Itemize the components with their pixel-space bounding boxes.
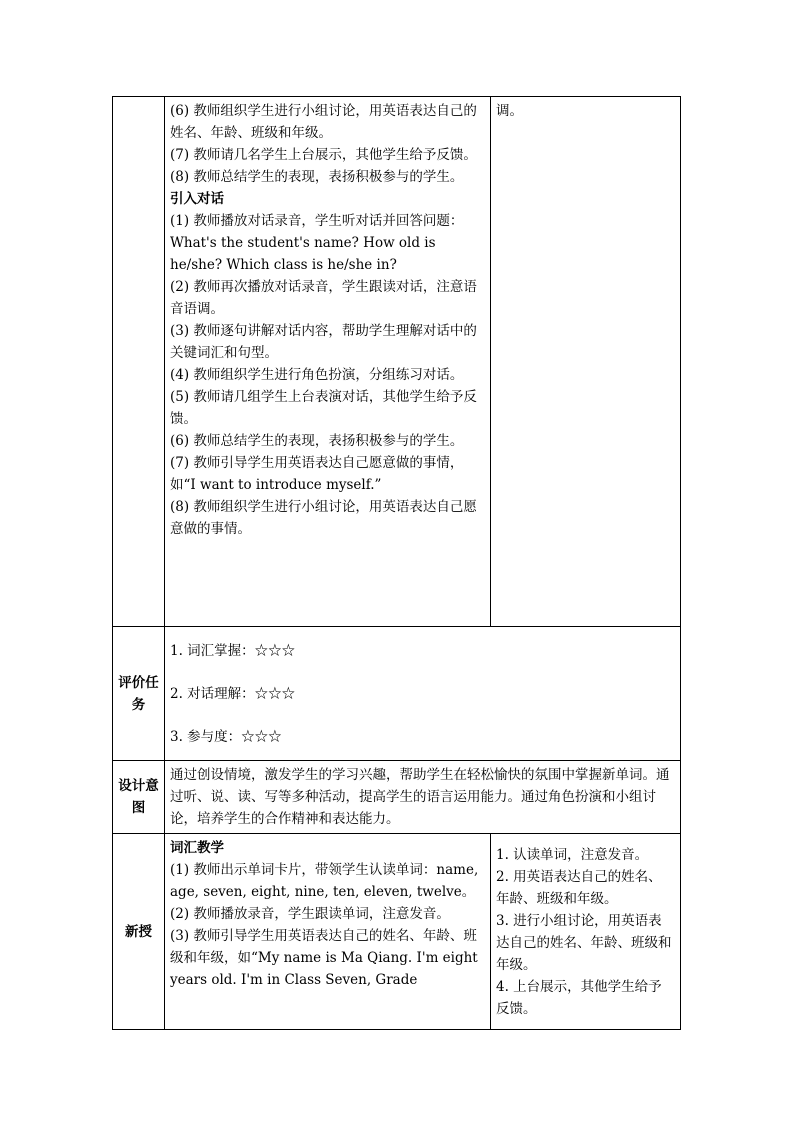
design-label: 设计意图 bbox=[113, 761, 165, 834]
student-activities-cell bbox=[491, 97, 681, 627]
process-row bbox=[113, 97, 681, 627]
new-lesson-label: 新授 bbox=[113, 834, 165, 1030]
dialogue-step: (4) 教师组织学生进行角色扮演，分组练习对话。 bbox=[170, 367, 464, 383]
evaluation-item: 3. 参与度：☆☆☆ bbox=[170, 728, 282, 745]
student-activity-text: 调。 bbox=[496, 103, 523, 119]
lesson-plan-table bbox=[112, 96, 681, 1030]
evaluation-item: 1. 词汇掌握：☆☆☆ bbox=[170, 642, 296, 659]
dialogue-step: (3) 教师逐句讲解对话内容，帮助学生理解对话中的关键词汇和句型。 bbox=[170, 323, 477, 361]
student-activity: 4. 上台展示，其他学生给予反馈。 bbox=[496, 978, 662, 1017]
teacher-activities-cell bbox=[165, 97, 491, 627]
design-row bbox=[113, 761, 681, 834]
dialogue-step: (8) 教师组织学生进行小组讨论，用英语表达自己愿意做的事情。 bbox=[170, 499, 477, 537]
section-heading-vocabulary: 词汇教学 bbox=[170, 840, 224, 856]
dialogue-step: (6) 教师总结学生的表现，表扬积极参与的学生。 bbox=[170, 433, 464, 449]
student-activity: 2. 用英语表达自己的姓名、年龄、班级和年级。 bbox=[496, 868, 662, 907]
vocab-step: (3) 教师引导学生用英语表达自己的姓名、年龄、班级和年级，如“My name is Ma Qiang. I'm eight years old. I'm in Class Seven, Grade bbox=[170, 928, 478, 988]
vocab-step: (1) 教师出示单词卡片，带领学生认读单词：name, age, seven, eight, nine, ten, eleven, twelve。 bbox=[170, 862, 479, 900]
evaluation-row bbox=[113, 627, 681, 761]
teacher-step: (7) 教师请几名学生上台展示，其他学生给予反馈。 bbox=[170, 147, 477, 163]
dialogue-step: (7) 教师引导学生用英语表达自己愿意做的事情，如“I want to introduce myself.” bbox=[170, 455, 464, 493]
evaluation-label: 评价任务 bbox=[113, 627, 165, 761]
student-activity: 3. 进行小组讨论，用英语表达自己的姓名、年龄、班级和年级。 bbox=[496, 912, 672, 973]
dialogue-step: (1) 教师播放对话录音，学生听对话并回答问题：What's the student's name? How old is he/she? Which class is he/she in? bbox=[170, 213, 464, 273]
section-heading-dialogue: 引入对话 bbox=[170, 191, 224, 207]
student-activity: 1. 认读单词，注意发音。 bbox=[496, 846, 649, 863]
design-cell bbox=[165, 761, 681, 834]
evaluation-cell bbox=[165, 627, 681, 761]
evaluation-item: 2. 对话理解：☆☆☆ bbox=[170, 685, 296, 702]
dialogue-step: (5) 教师请几组学生上台表演对话，其他学生给予反馈。 bbox=[170, 389, 477, 427]
new-lesson-row bbox=[113, 834, 681, 1030]
vocab-step: (2) 教师播放录音，学生跟读单词，注意发音。 bbox=[170, 906, 450, 922]
dialogue-step: (2) 教师再次播放对话录音，学生跟读对话，注意语音语调。 bbox=[170, 279, 477, 317]
teacher-step: (6) 教师组织学生进行小组讨论，用英语表达自己的姓名、年龄、班级和年级。 bbox=[170, 103, 477, 141]
teacher-step: (8) 教师总结学生的表现，表扬积极参与的学生。 bbox=[170, 169, 464, 185]
new-lesson-teacher-cell bbox=[165, 834, 491, 1030]
process-label bbox=[113, 97, 165, 627]
new-lesson-student-cell bbox=[491, 834, 681, 1030]
design-text: 通过创设情境，激发学生的学习兴趣，帮助学生在轻松愉快的氛围中掌握新单词。通过听、说、读、写等多种活动，提高学生的语言运用能力。通过角色扮演和小组讨论，培养学生的合作精神和表达能力。 bbox=[170, 767, 670, 827]
